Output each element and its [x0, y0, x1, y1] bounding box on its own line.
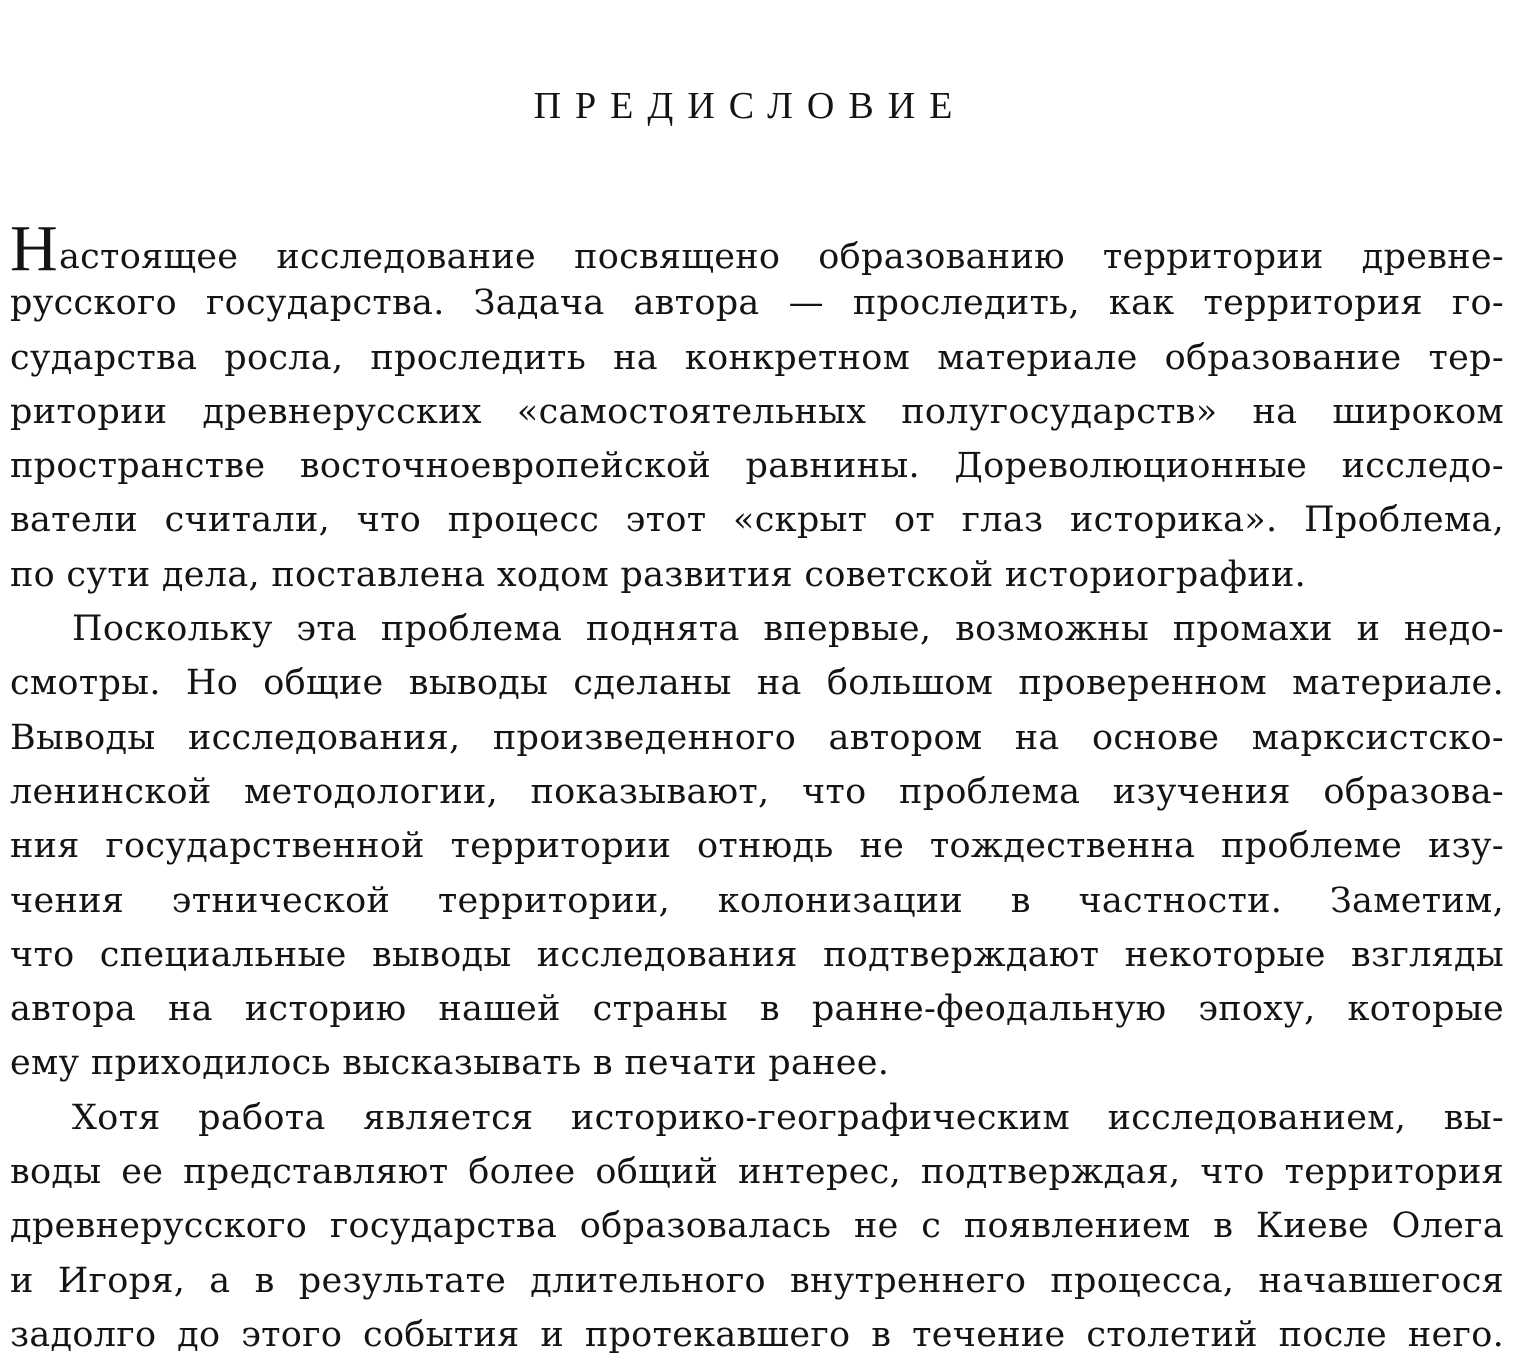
text-line: ленинской методологии, показывают, что проблема изучения образова- — [10, 771, 1504, 812]
text-line: древнерусского государства образовалась не с появлением в Киеве Олега — [10, 1206, 1504, 1247]
text-line: задолго до этого события и протекавшего в течение столетий после него. — [10, 1314, 1504, 1355]
text-line: ния государственной территории отнюдь не тождественна проблеме изу- — [10, 826, 1504, 867]
text-line: смотры. Но общие выводы сделаны на большом проверенном материале. — [10, 663, 1504, 704]
text-line: Настоящее исследование посвящено образованию территории древне- — [10, 212, 1504, 285]
text-line: Хотя работа является историко-географическим исследованием, вы- — [72, 1097, 1504, 1138]
drop-cap: Н — [10, 212, 58, 285]
text-line: чения этнической территории, колонизации в частности. Заметим, — [10, 880, 1504, 921]
body-text — [10, 212, 1504, 1362]
text-line: ритории древнерусских «самостоятельных полугосударств» на широком — [10, 391, 1504, 432]
text-line: воды ее представляют более общий интерес, подтверждая, что территория — [10, 1152, 1504, 1193]
text-line: автора на историю нашей страны в ранне-феодальную эпоху, которые — [10, 989, 1504, 1030]
text-line: русского государства. Задача автора — проследить, как территория го- — [10, 283, 1504, 324]
text-line: Выводы исследования, произведенного автором на основе марксистско- — [10, 717, 1504, 758]
text-line: пространстве восточноевропейской равнины. Дореволюционные исследо- — [10, 446, 1504, 487]
page-heading: ПРЕДИСЛОВИЕ — [533, 85, 967, 127]
text-line: что специальные выводы исследования подтверждают некоторые взгляды — [10, 934, 1504, 975]
text-line: ватели считали, что процесс этот «скрыт от глаз историка». Проблема, — [10, 500, 1504, 541]
text-line: сударства росла, проследить на конкретном материале образование тер- — [10, 337, 1504, 378]
text-line: Поскольку эта проблема поднята впервые, возможны промахи и недо- — [72, 609, 1504, 650]
text-line: и Игоря, а в результате длительного внутреннего процесса, начавшегося — [10, 1260, 1504, 1301]
text-line: ему приходилось высказывать в печати ранее. — [10, 1043, 890, 1084]
text-line: по сути дела, поставлена ходом развития советской историографии. — [10, 554, 1307, 595]
